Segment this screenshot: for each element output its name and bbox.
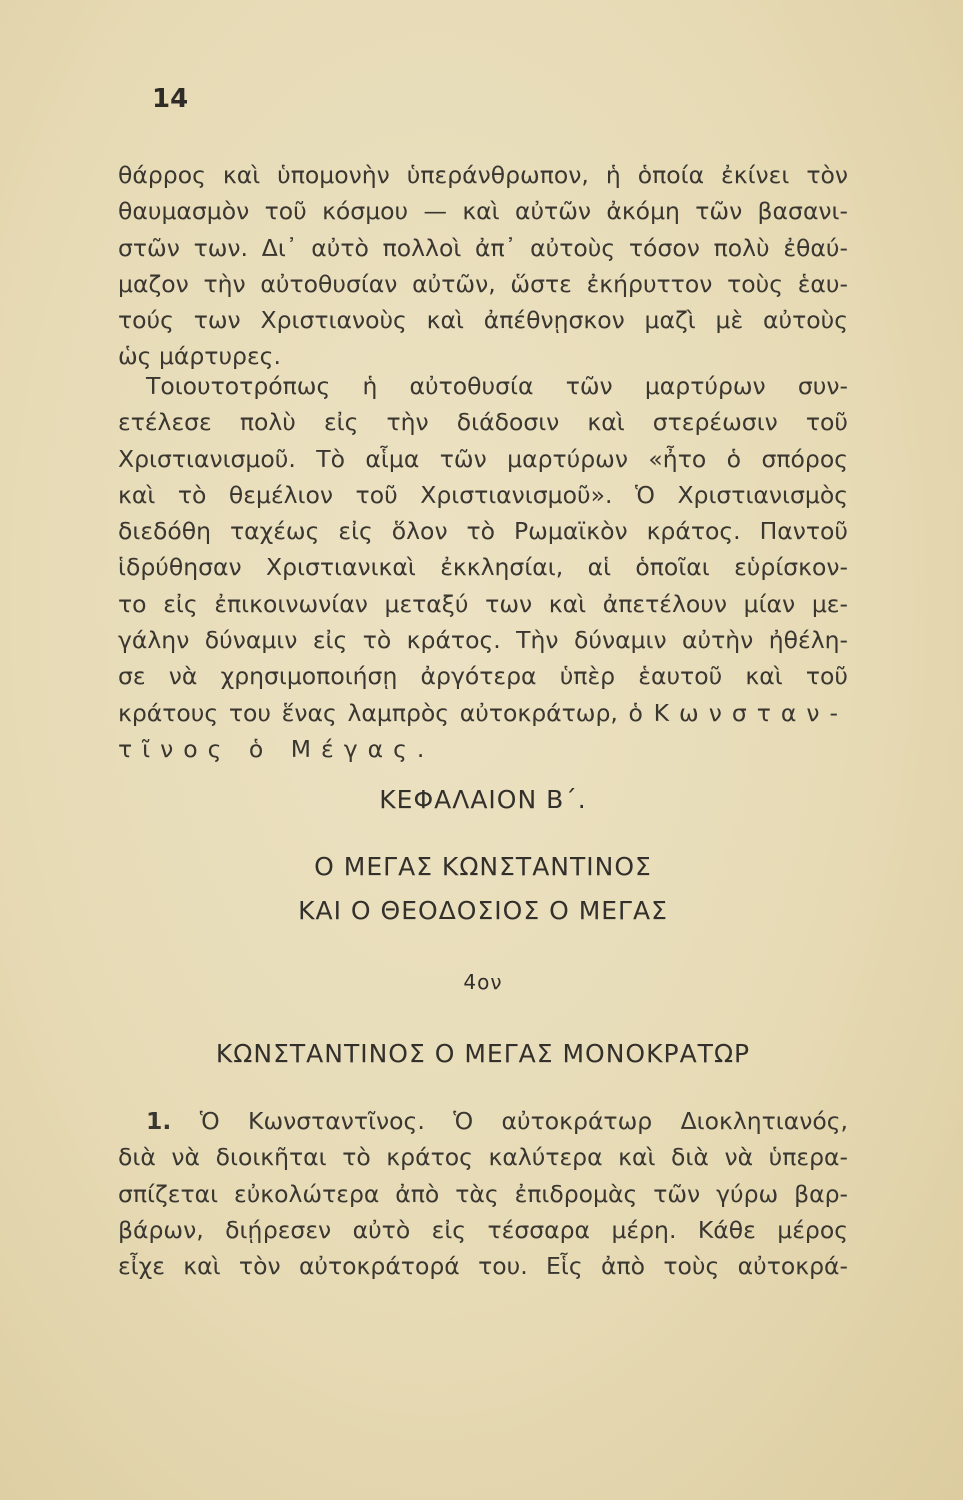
- paragraph-2-line: το εἰς ἐπικοινωνίαν μεταξύ των καὶ ἀπετέλουν μίαν με-: [118, 589, 848, 618]
- paragraph-1: [118, 157, 848, 375]
- paragraph-2-line: σε νὰ χρησιμοποιήσῃ ἀργότερα ὑπὲρ ἑαυτοῦ καὶ τοῦ: [118, 662, 848, 691]
- paragraph-1-line: στῶν των. Δι᾽ αὐτὸ πολλοὶ ἀπ᾽ αὐτοὺς τόσον πολὺ ἐθαύ-: [118, 233, 848, 262]
- chapter-label: ΚΕΦΑΛΑΙΟΝ Β΄.: [379, 785, 587, 814]
- paragraph-1-line: θαυμασμὸν τοῦ κόσμου — καὶ αὐτῶν ἀκόμη τῶν βασανι-: [118, 197, 848, 226]
- paragraph-1-line: μαζον τὴν αὐτοθυσίαν αὐτῶν, ὥστε ἐκήρυττον τοὺς ἑαυ-: [118, 269, 848, 298]
- section-paragraph-number: 1.: [146, 1107, 172, 1135]
- paragraph-1-line: τούς των Χριστιανοὺς καὶ ἀπέθνῃσκον μαζὶ μὲ αὐτοὺς: [118, 306, 848, 335]
- paragraph-2-line: ἱδρύθησαν Χριστιανικαὶ ἐκκλησίαι, αἱ ὁποῖαι εὑρίσκον-: [118, 553, 848, 582]
- paragraph-2-line: Τοιουτοτρόπως ἡ αὐτοθυσία τῶν μαρτύρων συν-: [146, 372, 848, 400]
- paragraph-2-line: ετέλεσε πολὺ εἰς τὴν διάδοσιν καὶ στερέωσιν τοῦ: [118, 408, 848, 437]
- paragraph-2-line-text: κράτους του ἕνας λαμπρὸς αὐτοκράτωρ, ὁ: [118, 698, 643, 727]
- paragraph-2-line: Χριστιανισμοῦ. Τὸ αἷμα τῶν μαρτύρων «ἦτο ὁ σπόρος: [118, 444, 848, 473]
- emperor-name-end: .: [416, 734, 425, 763]
- section-paragraph-line: βάρων, διῄρεσεν αὐτὸ εἰς τέσσαρα μέρη. Κάθε μέρος: [118, 1215, 848, 1244]
- section-paragraph-first-line: [118, 1103, 848, 1139]
- section-number: 4ον: [463, 970, 503, 994]
- page-number: 14: [152, 84, 189, 114]
- paragraph-2-line: διεδόθη ταχέως εἰς ὅλον τὸ Ρωμαϊκὸν κράτος. Παντοῦ: [118, 517, 848, 546]
- section-paragraph: [118, 1103, 848, 1284]
- chapter-title-line-2: ΚΑΙ Ο ΘΕΟΔΟΣΙΟΣ Ο ΜΕΓΑΣ: [298, 896, 668, 925]
- paragraph-2-line: γάλην δύναμιν εἰς τὸ κράτος. Τὴν δύναμιν αὐτὴν ἠθέλη-: [118, 626, 848, 655]
- paragraph-2-line-with-name: [118, 695, 848, 731]
- section-paragraph-line: εἶχε καὶ τὸν αὐτοκράτορά του. Εἷς ἀπὸ τοὺς αὐτοκρά-: [118, 1252, 848, 1281]
- section-paragraph-first-line-rest: Ὁ αὐτοκράτωρ Διοκλητιανός,: [453, 1107, 848, 1135]
- section-paragraph-heading: Ὁ Κωνσταντῖνος.: [199, 1107, 425, 1135]
- paragraph-1-line: ὡς μάρτυρες.: [118, 342, 281, 371]
- chapter-title-line-1: Ο ΜΕΓΑΣ ΚΩΝΣΤΑΝΤΙΝΟΣ: [314, 852, 652, 881]
- paragraph-2-last-line: [118, 731, 848, 767]
- emperor-name-part1: Κωνσταν-: [653, 698, 848, 727]
- section-title: ΚΩΝΣΤΑΝΤΙΝΟΣ Ο ΜΕΓΑΣ ΜΟΝΟΚΡΑΤΩΡ: [215, 1039, 751, 1068]
- paragraph-1-line: θάρρος καὶ ὑπομονὴν ὑπεράνθρωπον, ἡ ὁποία ἐκίνει τὸν: [118, 161, 848, 189]
- emperor-name-part2: τῖνος ὁ Μέγας: [118, 734, 417, 763]
- paragraph-2: [118, 368, 848, 767]
- section-paragraph-line: σπίζεται εὐκολώτερα ἀπὸ τὰς ἐπιδρομὰς τῶν γύρω βαρ-: [118, 1179, 848, 1208]
- paragraph-2-line: καὶ τὸ θεμέλιον τοῦ Χριστιανισμοῦ». Ὁ Χριστιανισμὸς: [118, 480, 848, 509]
- section-paragraph-line: διὰ νὰ διοικῆται τὸ κράτος καλύτερα καὶ διὰ νὰ ὑπερα-: [118, 1143, 848, 1172]
